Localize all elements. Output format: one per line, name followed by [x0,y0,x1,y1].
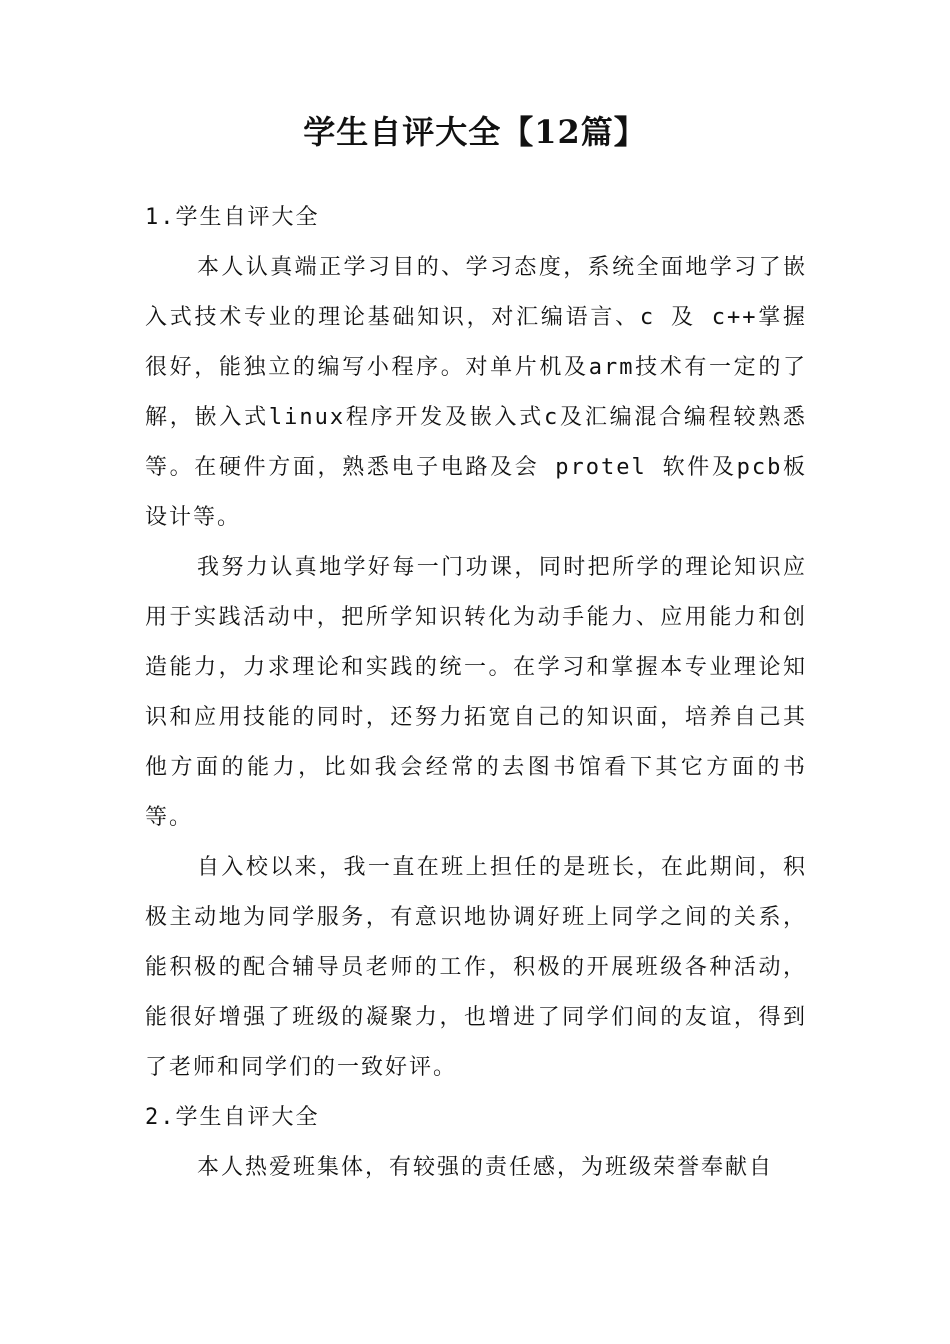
section-heading: 1.学生自评大全 [145,205,320,230]
document-body [145,193,807,1193]
document-title: 学生自评大全【12篇】 [303,113,647,152]
paragraph: 本人认真端正学习目的、学习态度，系统全面地学习了嵌入式技术专业的理论基础知识，对汇编语言、c 及 c++掌握很好，能独立的编写小程序。对单片机及arm技术有一定的了解，嵌入式linux程序开发及嵌入式c及汇编混合编程较熟悉等。在硬件方面，熟悉电子电路及会 protel 软件及pcb板设计等。 [145,255,807,530]
paragraph: 自入校以来，我一直在班上担任的是班长，在此期间，积极主动地为同学服务，有意识地协调好班上同学之间的关系，能积极的配合辅导员老师的工作，积极的开展班级各种活动，能很好增强了班级的凝聚力，也增进了同学们间的友谊，得到了老师和同学们的一致好评。 [145,855,807,1080]
paragraph: 我努力认真地学好每一门功课，同时把所学的理论知识应用于实践活动中，把所学知识转化为动手能力、应用能力和创造能力，力求理论和实践的统一。在学习和掌握本专业理论知识和应用技能的同时，还努力拓宽自己的知识面，培养自己其他方面的能力，比如我会经常的去图书馆看下其它方面的书等。 [145,555,807,830]
paragraph: 本人热爱班集体，有较强的责任感，为班级荣誉奉献自 [197,1155,774,1180]
section-1 [145,193,807,1093]
section-2 [145,1093,807,1193]
section-heading: 2.学生自评大全 [145,1105,320,1130]
